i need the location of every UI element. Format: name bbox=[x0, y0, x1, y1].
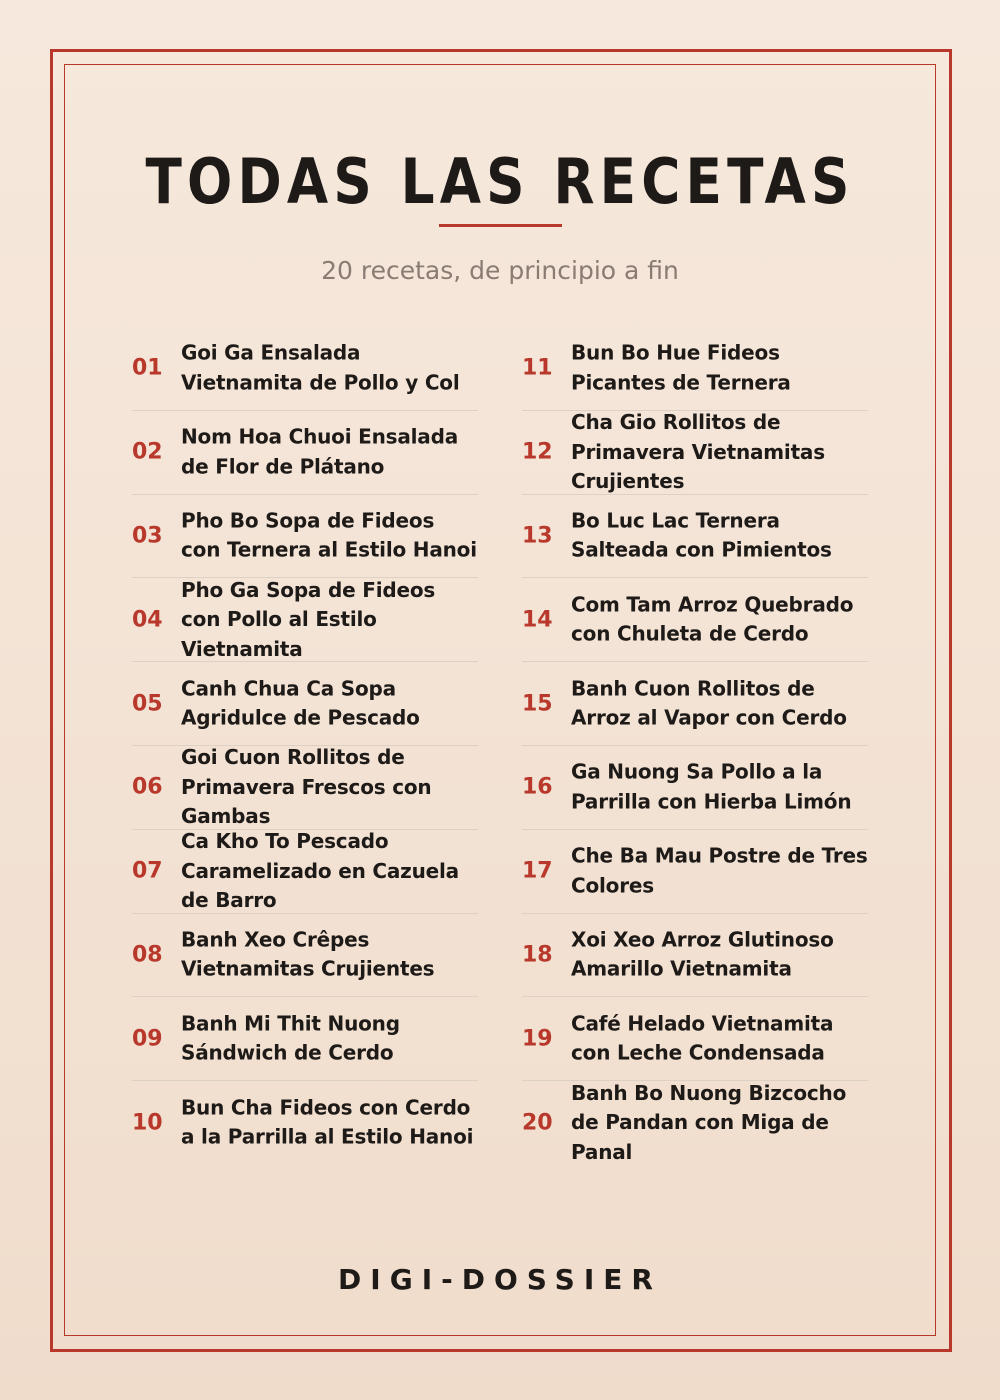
recipe-name: Banh Mi Thit Nuong Sándwich de Cerdo bbox=[181, 1011, 400, 1065]
recipe-item[interactable] bbox=[522, 661, 868, 745]
recipe-name: Goi Ga Ensalada Vietnamita de Pollo y Col bbox=[181, 340, 460, 395]
recipe-item[interactable] bbox=[132, 577, 478, 661]
recipe-name: Xoi Xeo Arroz Glutinoso Amarillo Vietnamita bbox=[571, 927, 834, 981]
recipe-item[interactable] bbox=[132, 996, 478, 1080]
recipe-item[interactable] bbox=[132, 913, 478, 997]
recipe-name: Bo Luc Lac Ternera Salteada con Pimientos bbox=[571, 508, 832, 562]
recipe-number: 10 bbox=[132, 1110, 163, 1136]
recipe-item[interactable] bbox=[522, 913, 868, 997]
recipe-number: 20 bbox=[522, 1110, 553, 1136]
recipe-number: 11 bbox=[522, 355, 553, 381]
recipe-number: 16 bbox=[522, 774, 553, 800]
recipe-name: Banh Xeo Crêpes Vietnamitas Crujientes bbox=[181, 927, 435, 981]
recipe-number: 01 bbox=[132, 355, 163, 381]
recipe-number: 15 bbox=[522, 691, 553, 717]
recipe-number: 04 bbox=[132, 607, 163, 633]
recipe-column-right bbox=[522, 326, 868, 1164]
recipe-number: 06 bbox=[132, 774, 163, 800]
recipe-number: 08 bbox=[132, 942, 163, 968]
recipe-name: Banh Bo Nuong Bizcocho de Pandan con Miga de Panal bbox=[571, 1080, 847, 1164]
recipe-name: Canh Chua Ca Sopa Agridulce de Pescado bbox=[181, 676, 420, 730]
recipe-item[interactable] bbox=[132, 661, 478, 745]
recipe-item[interactable] bbox=[522, 410, 868, 494]
recipe-item[interactable] bbox=[522, 829, 868, 913]
title-underline bbox=[439, 224, 562, 227]
recipe-name: Banh Cuon Rollitos de Arroz al Vapor con Cerdo bbox=[571, 676, 847, 730]
recipe-item[interactable] bbox=[132, 494, 478, 578]
recipe-number: 18 bbox=[522, 942, 553, 968]
recipe-name: Che Ba Mau Postre de Tres Colores bbox=[571, 843, 868, 898]
recipe-name: Pho Bo Sopa de Fideos con Ternera al Estilo Hanoi bbox=[181, 508, 477, 562]
recipe-item[interactable] bbox=[522, 326, 868, 410]
brand-footer: DIGI-DOSSIER bbox=[338, 1263, 662, 1296]
recipe-number: 12 bbox=[522, 439, 553, 465]
recipe-number: 14 bbox=[522, 607, 553, 633]
recipe-number: 09 bbox=[132, 1026, 163, 1052]
recipe-name: Ga Nuong Sa Pollo a la Parrilla con Hierba Limón bbox=[571, 759, 852, 814]
recipe-name: Goi Cuon Rollitos de Primavera Frescos con Gambas bbox=[181, 745, 432, 829]
page-subtitle: 20 recetas, de principio a fin bbox=[321, 256, 679, 285]
recipe-name: Café Helado Vietnamita con Leche Condensada bbox=[571, 1011, 834, 1065]
recipe-item[interactable] bbox=[522, 577, 868, 661]
recipe-item[interactable] bbox=[132, 326, 478, 410]
recipe-name: Nom Hoa Chuoi Ensalada de Flor de Plátano bbox=[181, 424, 458, 479]
recipe-item[interactable] bbox=[522, 996, 868, 1080]
recipe-name: Pho Ga Sopa de Fideos con Pollo al Estilo Vietnamita bbox=[181, 577, 436, 661]
recipe-item[interactable] bbox=[522, 745, 868, 829]
recipe-item[interactable] bbox=[132, 745, 478, 829]
recipe-item[interactable] bbox=[132, 1080, 478, 1164]
recipe-item[interactable] bbox=[132, 829, 478, 913]
recipe-number: 13 bbox=[522, 523, 553, 549]
recipe-column-left bbox=[132, 326, 478, 1164]
recipe-name: Cha Gio Rollitos de Primavera Vietnamitas Crujientes bbox=[571, 409, 825, 493]
recipe-number: 19 bbox=[522, 1026, 553, 1052]
recipe-number: 05 bbox=[132, 691, 163, 717]
recipe-item[interactable] bbox=[522, 494, 868, 578]
recipe-name: Bun Cha Fideos con Cerdo a la Parrilla al Estilo Hanoi bbox=[181, 1095, 474, 1149]
recipe-number: 02 bbox=[132, 439, 163, 465]
recipe-number: 03 bbox=[132, 523, 163, 549]
recipe-number: 07 bbox=[132, 858, 163, 884]
recipe-name: Bun Bo Hue Fideos Picantes de Ternera bbox=[571, 340, 791, 395]
recipe-item[interactable] bbox=[132, 410, 478, 494]
recipe-number: 17 bbox=[522, 858, 553, 884]
recipe-name: Ca Kho To Pescado Caramelizado en Cazuela de Barro bbox=[181, 828, 459, 912]
recipe-name: Com Tam Arroz Quebrado con Chuleta de Cerdo bbox=[571, 592, 854, 646]
recipe-item[interactable] bbox=[522, 1080, 868, 1164]
page-title: TODAS LAS RECETAS bbox=[145, 145, 855, 218]
